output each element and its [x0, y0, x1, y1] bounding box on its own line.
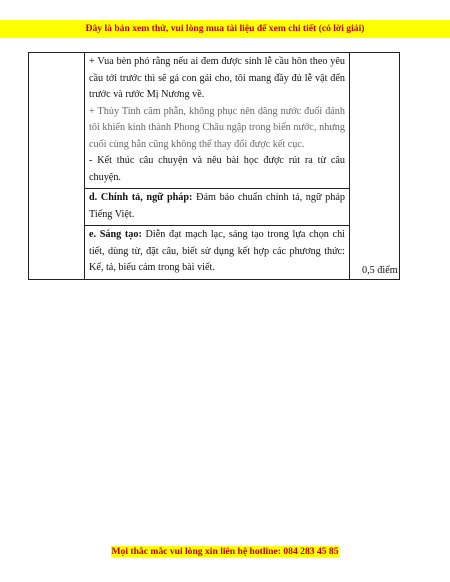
grading-table: [28, 52, 400, 280]
empty-cell-left: [29, 53, 85, 280]
hotline-banner: [0, 545, 450, 559]
table-row: [29, 53, 400, 189]
spelling-label: d. Chính tả, ngữ pháp:: [89, 192, 193, 203]
story-paragraph-3: - Kết thúc câu chuyện và nêu bài học được rút ra từ câu chuyện.: [89, 155, 345, 183]
creativity-cell: [85, 226, 350, 280]
spelling-text: Đảm bảo chuẩn chính tả, ngữ pháp Tiếng Việt.: [89, 192, 345, 220]
story-paragraph-2: + Thủy Tinh căm phẫn, không phục nên dâng nước đuổi đánh tôi khiến kinh thành Phong Châu ngập trong biển nước, nhưng cuối cùng hắn cũng không thể thay đổi được kết cục.: [89, 105, 345, 150]
preview-banner: [0, 20, 450, 38]
story-cell: [85, 53, 350, 189]
empty-cell-right: [350, 53, 400, 280]
table-row: [29, 226, 400, 280]
creativity-label: e. Sáng tạo:: [89, 229, 142, 240]
spelling-cell: [85, 189, 350, 226]
hotline-text: Mọi thắc mắc vui lòng xin liên hệ hotline: 084 283 45 85: [111, 546, 339, 557]
story-paragraph-1: + Vua bèn phó rằng nếu ai đem được sính lễ cầu hôn theo yêu cầu tới trước thì sẽ gả con gái cho, tôi mang đầy đủ lễ vật đến trước và rước Mị Nương về.: [89, 56, 345, 100]
table-row: [29, 189, 400, 226]
preview-banner-text: Đây là bản xem thử, vui lòng mua tài liệu để xem chi tiết (có lời giải): [85, 23, 365, 34]
score-label: 0,5 điểm: [362, 265, 398, 276]
creativity-text: Diễn đạt mạch lạc, sáng tạo trong lựa chọn chi tiết, dùng từ, đặt câu, biết sử dụng kết hợp các phương thức: Kể, tả, biểu cảm trong bài viết.: [89, 229, 345, 273]
